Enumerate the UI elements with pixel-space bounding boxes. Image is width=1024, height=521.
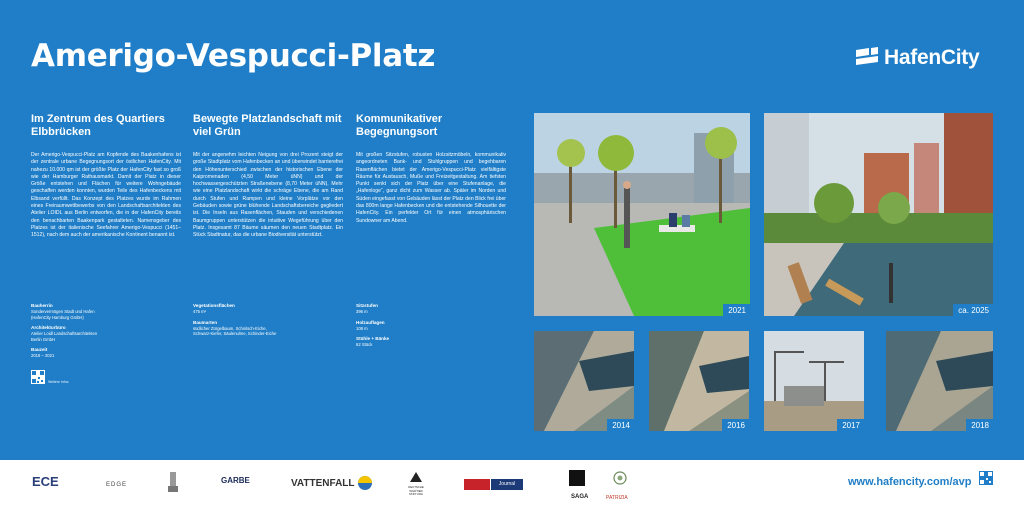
fact-item	[193, 320, 343, 337]
fact-item	[193, 303, 343, 315]
logo-text: HafenCity	[884, 46, 980, 69]
website-link[interactable]: www.hafencity.com/avp	[848, 476, 972, 488]
qr-caption: Weitere Infos	[48, 380, 69, 384]
fact-value: Atelier Loidl Landschaftsarchitekten Berlin GmbH	[31, 331, 98, 342]
partner-patrizia-logo: PATRIZIA	[606, 495, 628, 501]
footer-qr-code-icon[interactable]	[979, 471, 993, 485]
partner-crest-logo	[569, 470, 585, 486]
fact-value: 475 m²	[193, 309, 207, 314]
fact-label: Architekturbüro	[31, 325, 66, 330]
fact-value: 396 m	[356, 309, 368, 314]
partner-tower-logo-icon	[166, 472, 180, 492]
column-body: Mit der angenehm leichten Neigung von drei Prozent steigt der große Stadtplatz vom Hafenbecken an und überwindet barrierefrei den Höhenunterschied zwischen der historischen Ebene der Kaipromenaden (4,50 Meter üNN) und der hochwassergeschützten Straßenebene (8,70 Meter üNN). Mehr wie eine Platzlandschaft wirkt die schräge Ebene, die am Rand durch Stufen und Rampen und kleine Vorplätze vor den Gebäuden sowie grüne blühende Landschaftsbereiche gegliedert ist. Die Inseln aus Rasenflächen, Stauden und verschiedenen Baumgruppen unterstützen die intuitive Wegeführung über den Platz. Insgesamt 87 Bäume säumen den neuen Stadtplatz. Ein Stück Stadtnatur, das die urbane Biodiversität unterstützt.	[193, 152, 343, 239]
photo-ca-2025	[764, 113, 993, 316]
partner-garbe-logo: GARBE	[221, 476, 250, 485]
photo-2018	[886, 331, 993, 431]
fact-label: Vegetationsflächen	[193, 303, 235, 308]
rendering-image	[764, 113, 993, 316]
year-badge: 2014	[607, 419, 634, 431]
aerial-image	[886, 331, 993, 431]
fact-label: Bauherrin	[31, 303, 53, 308]
photo-2021	[534, 113, 750, 316]
year-badge: ca. 2025	[953, 304, 993, 316]
hafencity-logo	[856, 46, 979, 70]
column-body: Der Amerigo-Vespucci-Platz am Kopfende des Baakenhafens ist der zentrale urbane Begegnungsort der östlichen HafenCity. Mit nahezu 10.000 qm ist der größte Platz der HafenCity fast so groß wie der Hamburger Rathausmarkt. Damit der Platz in dieser Größe entstehen und Flächen für weitere Wohngebäude geschaffen werden konnten, wurden Teile des Hafenbeckens mit Elbsand verfüllt. Das Konzept des Platzes wurde im Rahmen eines Freiraumwettbewerbs von den Landschaftsarchitekten des Atelier LOIDL aus Berlin entworfen, die in der HafenCity bereits den benachbarten Baakenpark gestalteten. Namensgeber des Platzes ist der italienische Seefahrer Amerigo-Vespucci (1451–1512), nach dem auch der amerikanische Kontinent benannt ist.	[31, 152, 181, 239]
fact-label: Holzauflagen	[356, 319, 385, 325]
year-badge: 2017	[837, 419, 864, 431]
footer	[0, 460, 1024, 521]
facts-list-2	[193, 303, 343, 342]
partner-wildtier-logo: DEUTSCHE WILDTIER STIFTUNG	[408, 485, 424, 496]
year-badge: 2021	[723, 304, 750, 316]
photo-2017	[764, 331, 864, 431]
partner-journal-logo: Journal	[491, 479, 523, 490]
fact-label: Sitzstufen	[356, 303, 378, 308]
partner-ece-logo: ECE	[32, 474, 59, 489]
fact-item	[31, 325, 181, 342]
photo-2014	[534, 331, 634, 431]
column-platzlandschaft	[193, 113, 343, 240]
fact-value: südlicher Zürgelbaum, Schnitsch-Eiche, Schwarz-Kiefer, Säulenulme, Schinder-Eiche	[193, 325, 277, 336]
fact-item	[356, 320, 506, 332]
photo-2016	[649, 331, 749, 431]
fact-label: Baumarten	[193, 319, 217, 325]
partner-journal-red-logo	[464, 479, 490, 490]
facts-list-3	[356, 303, 506, 353]
column-heading: Kommunikativer Begegnungsort	[356, 113, 443, 138]
fact-item	[356, 303, 506, 315]
fact-value: 2018 – 2021	[31, 353, 55, 358]
fact-label: Stühle + Bänke	[356, 336, 390, 341]
fact-item	[31, 347, 181, 359]
fact-value: Sondervermögen Stadt und Hafen (HafenCity Hamburg GmbH)	[31, 309, 95, 320]
vattenfall-sun-icon	[358, 476, 372, 490]
fact-item	[356, 336, 506, 348]
partner-saga-logo: SAGA	[571, 494, 589, 500]
partner-edge-logo: EDGE	[106, 482, 128, 488]
hafencity-logo-icon	[856, 47, 878, 69]
aerial-image	[649, 331, 749, 431]
fact-value: 108 m	[356, 325, 368, 331]
partner-vattenfall-logo: VATTENFALL	[291, 478, 355, 489]
construction-image	[764, 331, 864, 431]
column-heading: Im Zentrum des Quartiers Elbbrücken	[31, 113, 165, 138]
column-quartier	[31, 113, 181, 240]
year-badge: 2018	[966, 419, 993, 431]
fact-item	[31, 303, 181, 320]
year-badge: 2016	[722, 419, 749, 431]
fact-value: 62 Stück	[356, 342, 373, 347]
aerial-image	[534, 331, 634, 431]
page-title: Amerigo-Vespucci-Platz	[31, 38, 436, 74]
column-body: Mit großen Sitzstufen, robusten Holzsitzmöbeln, kommunikativ angeordneten Bank- und Stuhlgruppen und begehbaren Rasenflächen bietet der Amerigo-Vespucci-Platz vielfältigste Räume für Austausch, Muße und Freizeitgestaltung. Am tiefsten Punkt senkt sich der Platz über eine Stufenanlage, die „Hafenloge“, ganz dicht zum Wasser ab. Später im Norden und Süden eingefasst von Gebäuden lässt der Platz den Blick frei über das 800m lange Hafenbecken und die entstehende Silhouette der HafenCity. Ein perfekter Ort für einen atmosphärischen Sundowner am Abend.	[356, 152, 506, 224]
park-photo-image	[534, 113, 750, 316]
fact-label: Bauzeit	[31, 347, 48, 352]
column-begegnungsort	[356, 113, 506, 225]
facts-list-1	[31, 303, 181, 364]
partner-seal-logo-icon	[613, 471, 627, 485]
qr-code-icon[interactable]	[31, 370, 45, 384]
column-heading: Bewegte Platzlandschaft mit viel Grün	[193, 113, 342, 138]
wildlife-foundation-logo-icon	[408, 470, 424, 484]
